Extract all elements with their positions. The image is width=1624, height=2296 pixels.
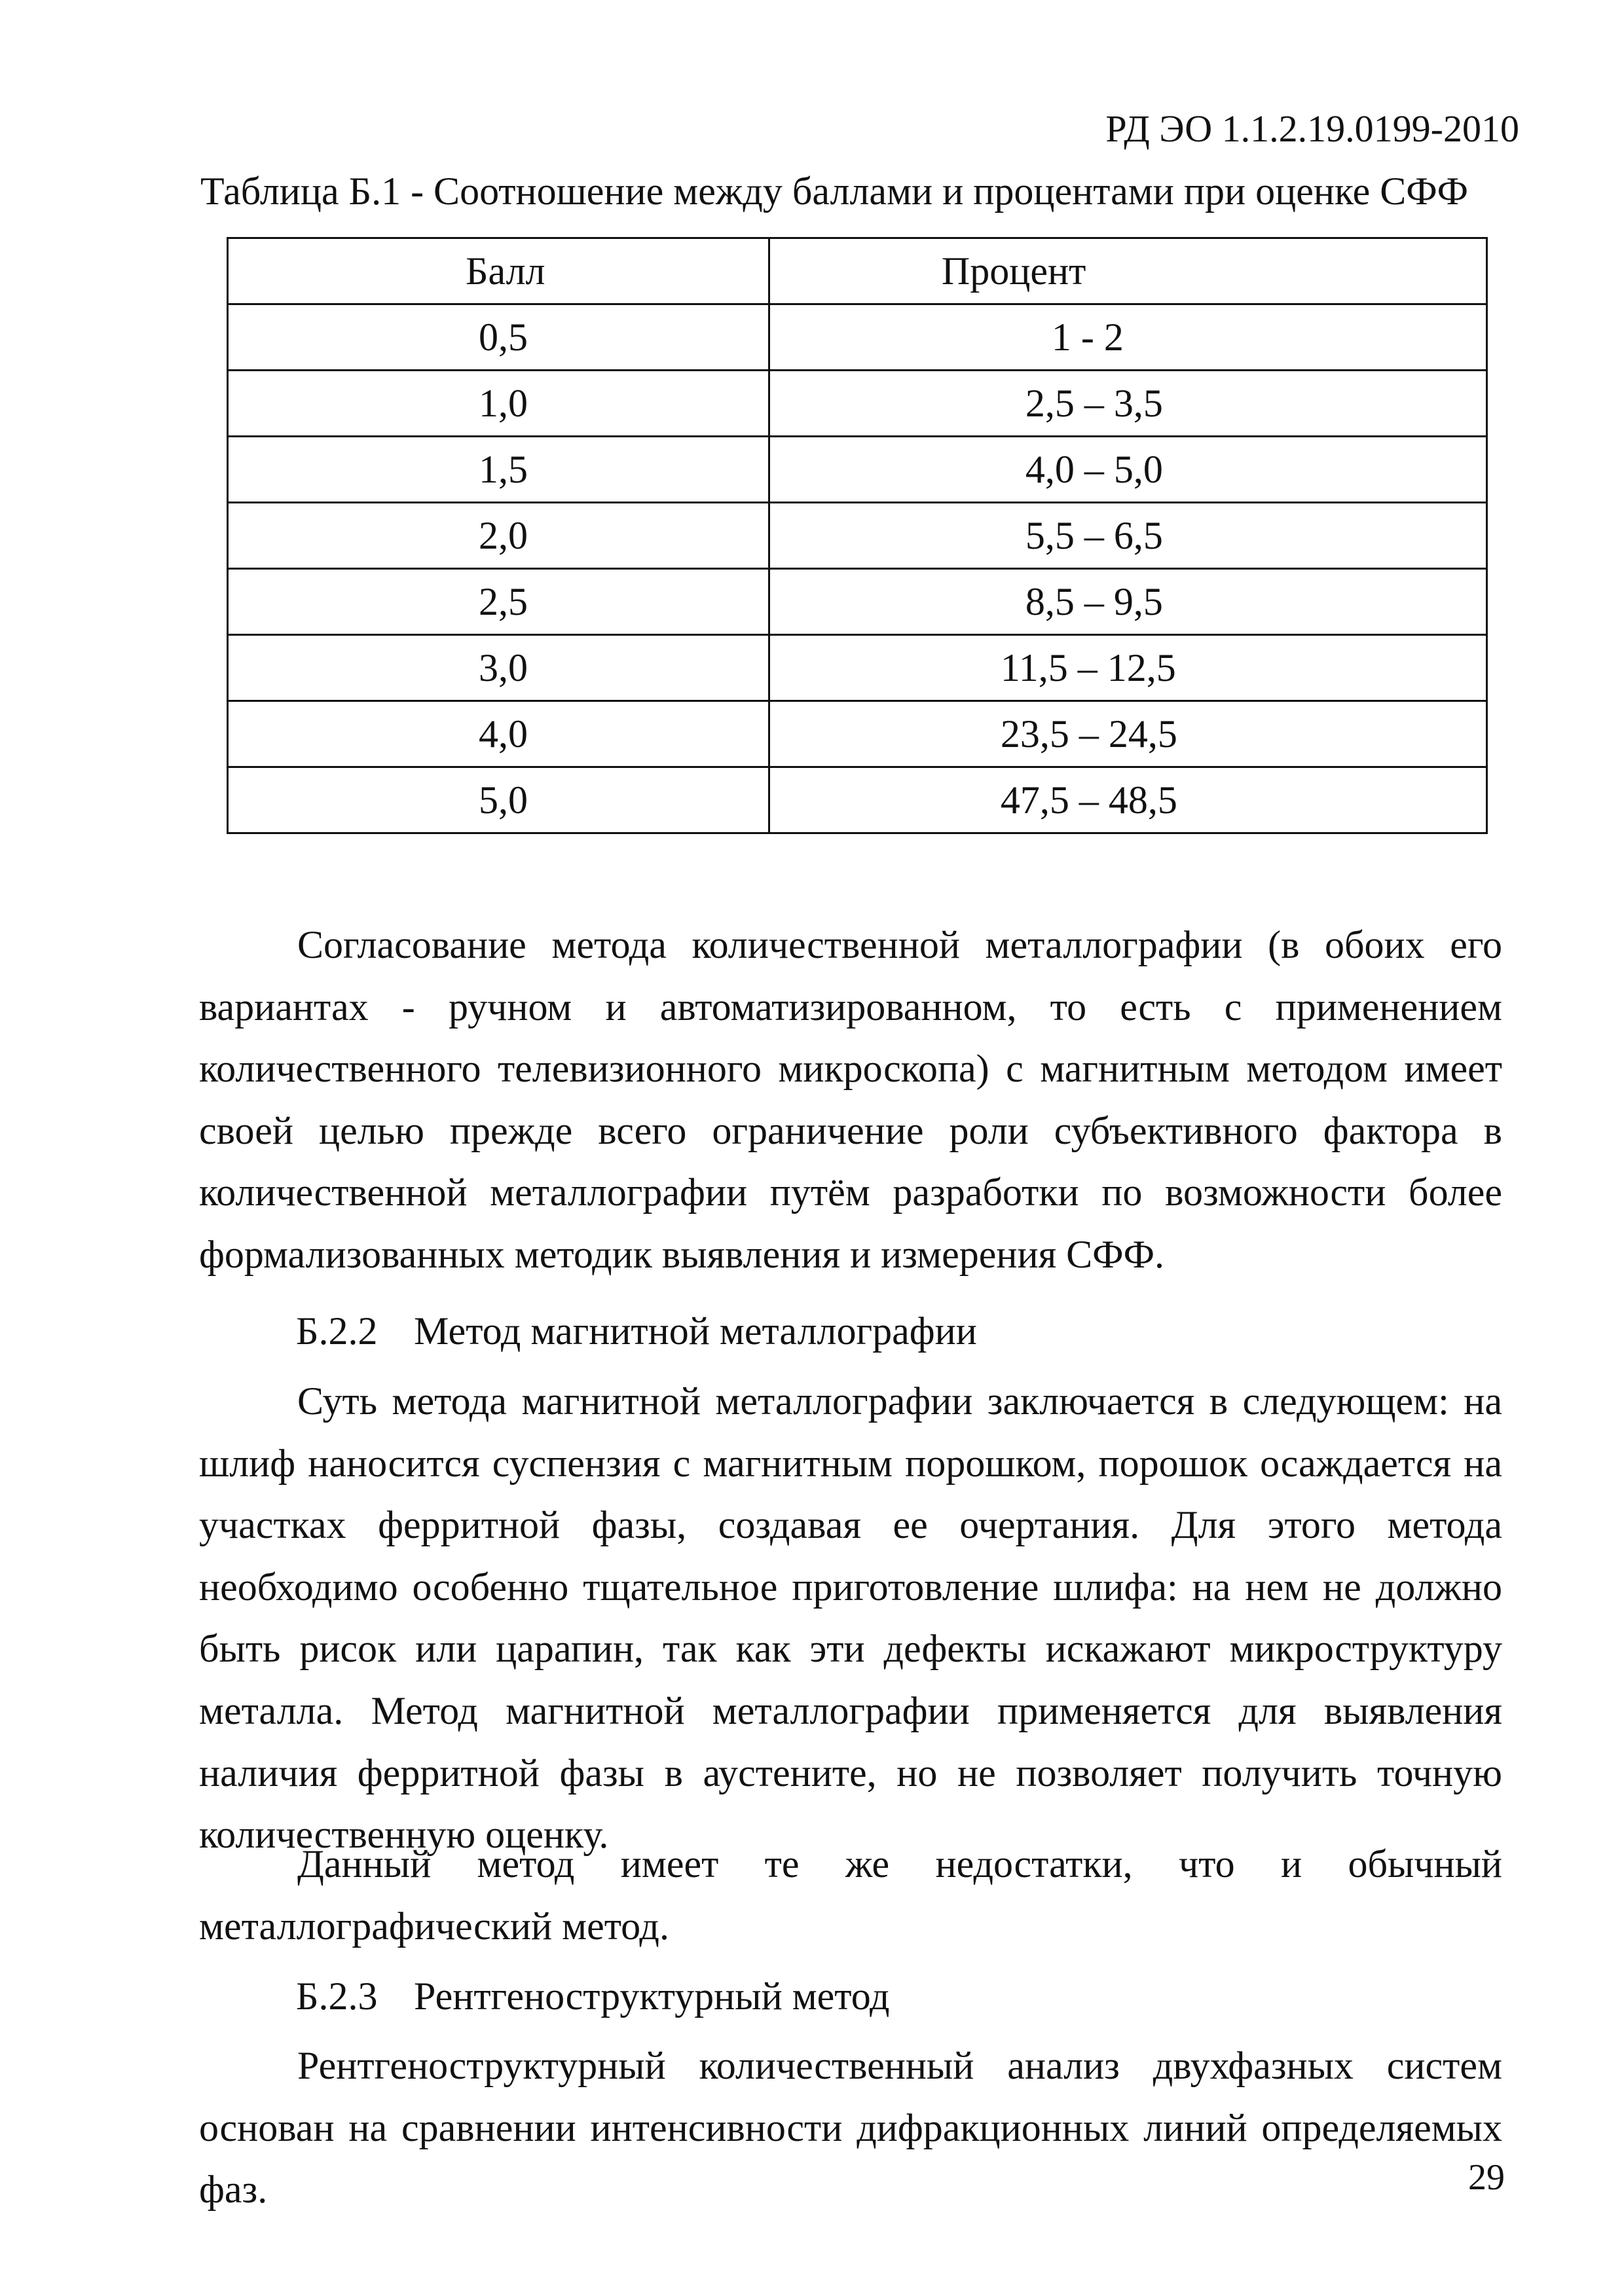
table-header-row xyxy=(228,238,1487,304)
table-row xyxy=(228,371,1487,437)
percent-cell: 4,0 – 5,0 xyxy=(769,437,1486,503)
column-header-score: Балл xyxy=(228,238,769,304)
score-percent-table xyxy=(227,237,1488,834)
section-number: Б.2.2 xyxy=(296,1309,378,1353)
paragraph-drawbacks xyxy=(199,1833,1502,1957)
section-title: Рентгеноструктурный метод xyxy=(414,1975,890,2018)
column-header-percent: Процент xyxy=(769,238,1486,304)
section-heading-magnetic xyxy=(296,1311,977,1351)
percent-cell: 2,5 – 3,5 xyxy=(769,371,1486,437)
paragraph-text: Рентгеноструктурный количественный анализ двухфазных систем основан на сравнении интенсивности дифракционных линий определяемых фаз. xyxy=(199,2044,1502,2212)
percent-cell: 11,5 – 12,5 xyxy=(769,635,1486,701)
score-cell: 2,5 xyxy=(228,569,769,635)
paragraph-text: Согласование метода количественной металлографии (в обоих его вариантах - ручном и автоматизированном, то есть с применением количественного телевизионного микроскопа) с магнитным методом имеет своей целью прежде всего ограничение роли субъективного фактора в количественной металлографии путём разработки по возможности более формализованных методик выявления и измерения СФФ. xyxy=(199,923,1502,1276)
table-row xyxy=(228,569,1487,635)
percent-cell: 1 - 2 xyxy=(769,304,1486,371)
paragraph-magnetic-method xyxy=(199,1370,1502,1866)
paragraph-method-agreement xyxy=(199,914,1502,1286)
percent-cell: 5,5 – 6,5 xyxy=(769,503,1486,569)
score-cell: 3,0 xyxy=(228,635,769,701)
score-cell: 1,0 xyxy=(228,371,769,437)
score-cell: 1,5 xyxy=(228,437,769,503)
table-row xyxy=(228,701,1487,767)
percent-cell: 47,5 – 48,5 xyxy=(769,767,1486,833)
table-row xyxy=(228,503,1487,569)
score-cell: 5,0 xyxy=(228,767,769,833)
table-row xyxy=(228,304,1487,371)
paragraph-text: Суть метода магнитной металлографии заключается в следующем: на шлиф наносится суспензия с магнитным порошком, порошок осаждается на участках ферритной фазы, создавая ее очертания. Для этого метода необходимо особенно тщательное приготовление шлифа: на нем не должно быть рисок или царапин, так как эти дефекты искажают микроструктуру металла. Метод магнитной металлографии применяется для выявления наличия ферритной фазы в аустените, но не позволяет получить точную количественную оценку. xyxy=(199,1379,1502,1857)
section-title: Метод магнитной металлографии xyxy=(414,1309,977,1353)
table-row xyxy=(228,635,1487,701)
paragraph-text: Данный метод имеет те же недостатки, что и обычный металлографический метод. xyxy=(199,1842,1502,1948)
score-cell: 0,5 xyxy=(228,304,769,371)
percent-cell: 23,5 – 24,5 xyxy=(769,701,1486,767)
table-row xyxy=(228,437,1487,503)
page-number: 29 xyxy=(1468,2157,1505,2198)
section-heading-xray xyxy=(296,1977,890,2016)
score-cell: 2,0 xyxy=(228,503,769,569)
paragraph-xray-analysis xyxy=(199,2035,1502,2221)
score-cell: 4,0 xyxy=(228,701,769,767)
percent-cell: 8,5 – 9,5 xyxy=(769,569,1486,635)
document-code: РД ЭО 1.1.2.19.0199-2010 xyxy=(1105,107,1519,150)
table-row xyxy=(228,767,1487,833)
table-caption: Таблица Б.1 - Соотношение между баллами и процентами при оценке СФФ xyxy=(200,170,1469,213)
section-number: Б.2.3 xyxy=(296,1975,378,2018)
